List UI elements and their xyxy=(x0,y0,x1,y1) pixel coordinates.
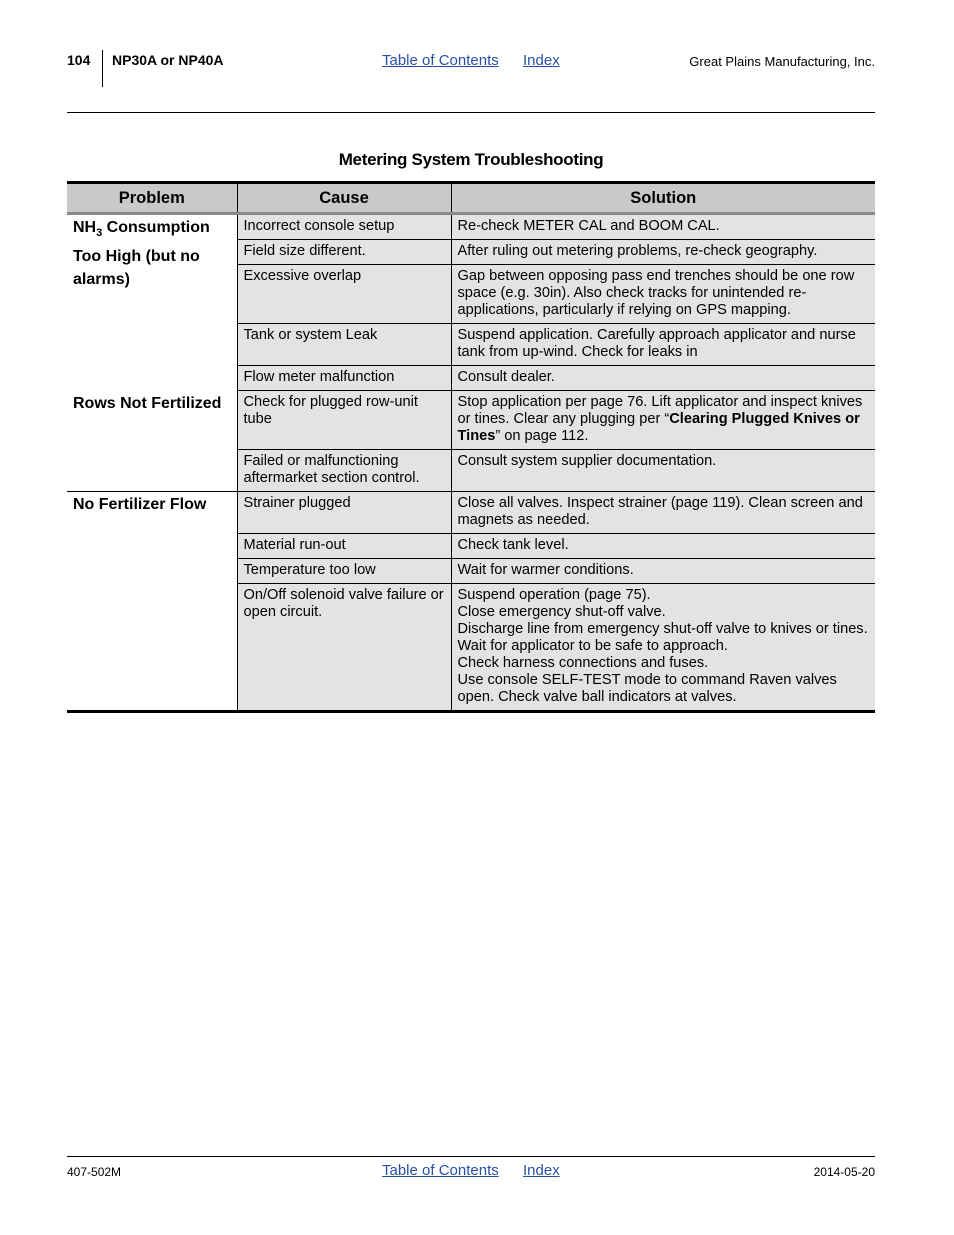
problem-cell xyxy=(67,214,237,391)
cause-cell: Incorrect console setup xyxy=(237,214,451,240)
header-rule xyxy=(67,112,875,113)
solution-cell: Suspend application. Carefully approach applicator and nurse tank from up-wind. Check for leaks in xyxy=(451,324,875,366)
document-date: 2014-05-20 xyxy=(813,1165,875,1179)
cause-cell: Tank or system Leak xyxy=(237,324,451,366)
page-number: 104 xyxy=(67,52,91,68)
solution-line: Close emergency shut-off valve. xyxy=(457,604,666,620)
troubleshooting-table xyxy=(67,181,875,713)
solution-cell: Close all valves. Inspect strainer (page 119). Clean screen and magnets as needed. xyxy=(451,492,875,534)
header-cause: Cause xyxy=(237,183,451,214)
solution-line: Suspend operation (page 75). xyxy=(457,587,651,603)
model-name: NP30A or NP40A xyxy=(112,52,224,68)
solution-line: Check harness connections and fuses. xyxy=(457,655,709,671)
solution-cell: Consult system supplier documentation. xyxy=(451,450,875,492)
table-row xyxy=(67,492,875,534)
table-row xyxy=(67,214,875,240)
cause-cell: Field size different. xyxy=(237,240,451,265)
solution-cell xyxy=(451,584,875,712)
solution-line: Discharge line from emergency shut-off valve to knives or tines. xyxy=(457,621,868,637)
cause-cell: Flow meter malfunction xyxy=(237,366,451,391)
solution-line: Wait for applicator to be safe to approach. xyxy=(457,638,728,654)
problem-cell: Rows Not Fertilized xyxy=(67,391,237,492)
document-number: 407-502M xyxy=(67,1165,122,1179)
cause-cell: Strainer plugged xyxy=(237,492,451,534)
problem-cell: No Fertilizer Flow xyxy=(67,492,237,712)
solution-cell: Re-check METER CAL and BOOM CAL. xyxy=(451,214,875,240)
solution-cell: Gap between opposing pass end trenches should be one row space (e.g. 30in). Also check tracks for unintended re-applications, particularly if relying on GPS mapping. xyxy=(451,265,875,324)
company-name: Great Plains Manufacturing, Inc. xyxy=(689,54,875,69)
cause-cell: On/Off solenoid valve failure or open circuit. xyxy=(237,584,451,712)
table-row xyxy=(67,391,875,450)
index-link[interactable]: Index xyxy=(523,52,560,69)
footer-index-link[interactable]: Index xyxy=(523,1162,560,1179)
footer-table-of-contents-link[interactable]: Table of Contents xyxy=(382,1162,499,1179)
cause-cell: Material run-out xyxy=(237,534,451,559)
solution-cell: After ruling out metering problems, re-check geography. xyxy=(451,240,875,265)
table-header-row xyxy=(67,183,875,214)
table-of-contents-link[interactable]: Table of Contents xyxy=(382,52,499,69)
solution-cell: Stop application per page 76. Lift applicator and inspect knives or tines. Clear any plugging per “Clearing Plugged Knives or Tines” on page 112. xyxy=(451,391,875,450)
header-divider xyxy=(102,50,103,87)
page-title: Metering System Troubleshooting xyxy=(338,150,604,169)
header-solution: Solution xyxy=(451,183,875,214)
header-problem: Problem xyxy=(67,183,237,214)
cause-cell: Temperature too low xyxy=(237,559,451,584)
cause-cell: Check for plugged row-unit tube xyxy=(237,391,451,450)
problem-text: $NH_3$ Consumption Too High (but no alarms) xyxy=(73,219,210,289)
solution-cell: Consult dealer. xyxy=(451,366,875,391)
cause-cell: Failed or malfunctioning aftermarket section control. xyxy=(237,450,451,492)
solution-cell: Wait for warmer conditions. xyxy=(451,559,875,584)
cause-cell: Excessive overlap xyxy=(237,265,451,324)
solution-line: Use console SELF-TEST mode to command Raven valves open. Check valve ball indicators at valves. xyxy=(457,672,837,705)
footer-rule xyxy=(67,1156,875,1157)
solution-cell: Check tank level. xyxy=(451,534,875,559)
